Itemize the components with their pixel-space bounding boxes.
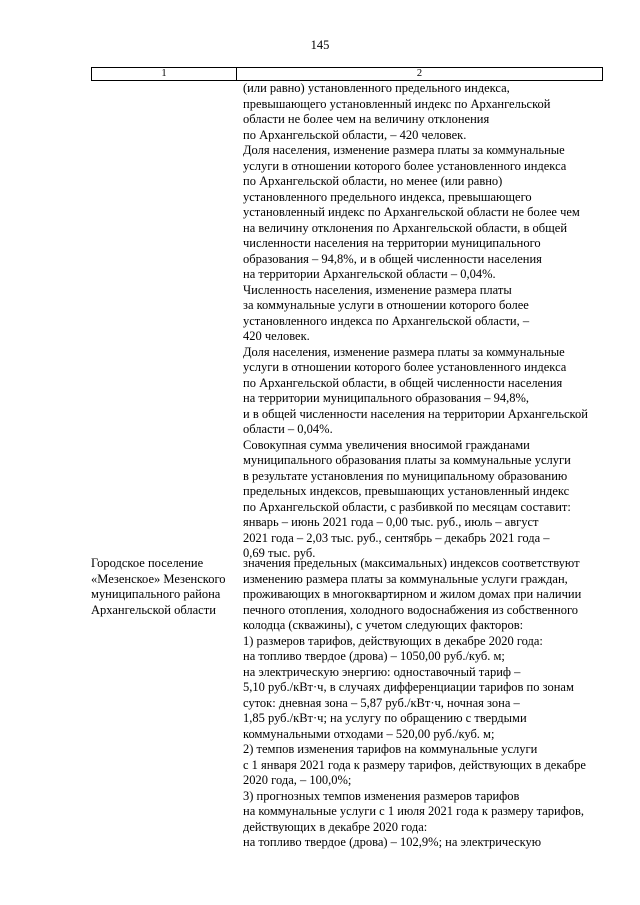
text-line: за коммунальные услуги в отношении которого более bbox=[243, 298, 529, 312]
text-line: превышающего установленный индекс по Архангельской bbox=[243, 96, 551, 111]
text-line: на электрическую энергию: одноставочный тариф – bbox=[243, 664, 521, 679]
text-line: действующих в декабре 2020 года: bbox=[243, 819, 428, 834]
text-line: установленного предельного индекса, превышающего bbox=[243, 189, 532, 204]
text-line: колодца (скважины), с учетом следующих факторов: bbox=[243, 618, 524, 632]
row1-text bbox=[243, 81, 613, 562]
text-line: услуги в отношении которого более установленного индекса bbox=[243, 158, 567, 173]
text-line: Городское поселение bbox=[91, 556, 204, 570]
text-line: значения предельных (максимальных) индексов соответствуют bbox=[243, 556, 580, 570]
text-line: по Архангельской области, – 420 человек. bbox=[243, 127, 467, 142]
text-line: 2) темпов изменения тарифов на коммунальные услуги bbox=[243, 742, 538, 756]
text-line: Доля населения, изменение размера платы за коммунальные bbox=[243, 143, 565, 157]
text-line: области не более чем на величину отклонения bbox=[243, 112, 490, 126]
text-line: 5,10 руб./кВт·ч, в случаях дифференциации тарифов по зонам bbox=[243, 680, 574, 694]
text-line: установленный индекс по Архангельской области не более чем bbox=[243, 205, 580, 219]
text-line: январь – июнь 2021 года – 0,00 тыс. руб., июль – август bbox=[243, 515, 539, 529]
text-line: (или равно) установленного предельного индекса, bbox=[243, 81, 510, 95]
text-line: Доля населения, изменение размера платы за коммунальные bbox=[243, 344, 565, 359]
text-line: по Архангельской области, в общей численности населения bbox=[243, 375, 563, 390]
text-line: на топливо твердое (дрова) – 102,9%; на электрическую bbox=[243, 835, 542, 849]
text-line: услуги в отношении которого более установленного индекса bbox=[243, 360, 567, 374]
text-line: в результате установления по муниципальному образованию bbox=[243, 468, 568, 483]
text-line: предельных индексов, превышающих установленный индекс bbox=[243, 484, 570, 498]
text-line: 2020 года, – 100,0%; bbox=[243, 773, 352, 787]
text-line: 1) размеров тарифов, действующих в декабре 2020 года: bbox=[243, 633, 543, 648]
text-line: с 1 января 2021 года к размеру тарифов, действующих в декабре bbox=[243, 757, 586, 772]
text-line: суток: дневная зона – 5,87 руб./кВт·ч, ночная зона – bbox=[243, 695, 520, 710]
text-line: численности населения на территории муниципального bbox=[243, 236, 541, 250]
text-line: образования – 94,8%, и в общей численности населения bbox=[243, 251, 542, 266]
text-line: и в общей численности населения на территории Архангельской bbox=[243, 406, 588, 421]
text-line: проживающих в многоквартирном и жилом домах при наличии bbox=[243, 587, 582, 601]
text-line: по Архангельской области, с разбивкой по месяцам составит: bbox=[243, 499, 571, 514]
table-column-header bbox=[91, 67, 603, 81]
text-line: на величину отклонения по Архангельской области, в общей bbox=[243, 220, 568, 235]
row2-municipality-name bbox=[91, 556, 241, 618]
text-line: 1,85 руб./кВт·ч; на услугу по обращению с твердыми bbox=[243, 711, 527, 725]
text-line: установленного индекса по Архангельской области, – bbox=[243, 313, 530, 328]
text-line: на топливо твердое (дрова) – 1050,00 руб./куб. м; bbox=[243, 649, 505, 663]
text-line: Архангельской области bbox=[91, 602, 216, 617]
column-number-1: 1 bbox=[92, 68, 237, 80]
text-line: 420 человек. bbox=[243, 329, 310, 343]
text-line: области – 0,04%. bbox=[243, 422, 333, 436]
page-number: 145 bbox=[310, 38, 330, 52]
text-line: «Мезенское» Мезенского bbox=[91, 571, 226, 586]
text-line: муниципального района bbox=[91, 587, 221, 601]
text-line: коммунальными отходами – 520,00 руб./куб. м; bbox=[243, 726, 495, 741]
text-line: на коммунальные услуги с 1 июля 2021 года к размеру тарифов, bbox=[243, 804, 585, 818]
text-line: на территории муниципального образования – 94,8%, bbox=[243, 391, 530, 405]
text-line: по Архангельской области, но менее (или равно) bbox=[243, 174, 503, 188]
text-line: изменению размера платы за коммунальные услуги граждан, bbox=[243, 571, 568, 586]
text-line: печного отопления, холодного водоснабжения из собственного bbox=[243, 602, 579, 617]
row2-text bbox=[243, 556, 613, 851]
text-line: 2021 года – 2,03 тыс. руб., сентябрь – декабрь 2021 года – bbox=[243, 530, 550, 545]
text-line: 0,69 тыс. руб. bbox=[243, 546, 316, 560]
text-line: 3) прогнозных темпов изменения размеров тарифов bbox=[243, 788, 520, 803]
text-line: на территории Архангельской области – 0,04%. bbox=[243, 267, 496, 281]
column-number-2: 2 bbox=[416, 68, 423, 79]
text-line: Численность населения, изменение размера платы bbox=[243, 282, 512, 297]
text-line: Совокупная сумма увеличения вносимой гражданами bbox=[243, 437, 530, 452]
text-line: муниципального образования платы за коммунальные услуги bbox=[243, 453, 571, 467]
